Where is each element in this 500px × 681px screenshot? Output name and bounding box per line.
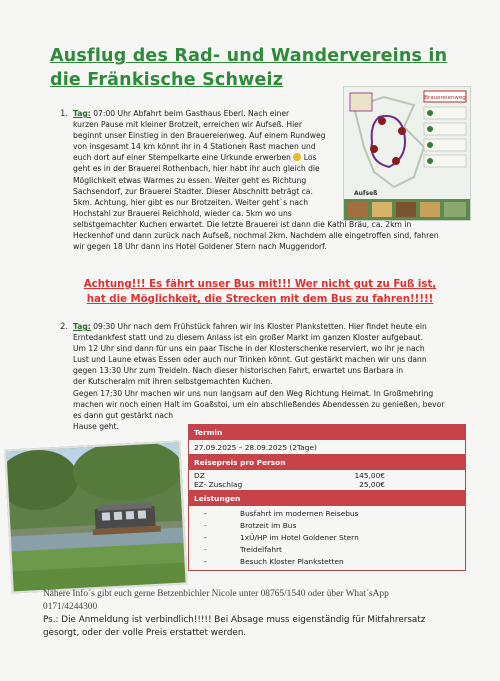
price-rows — [189, 470, 466, 491]
contact-info — [43, 588, 473, 614]
leistung-item: - Treidelfahrt — [204, 545, 282, 554]
day-1-line: wir gegen 18 Uhr dann ins Hotel Goldener Stern nach Muggendorf. — [73, 242, 327, 252]
day-1-line: Tag: 07:00 Uhr Abfahrt beim Gasthaus Eberl. Nach einer — [73, 109, 290, 118]
day-2-line: gegen 13:30 Uhr zum Treideln. Nach dieser historischen Fahrt, erwartet uns Barbara in — [73, 366, 404, 376]
map-badge: Brauereienweg — [424, 95, 466, 101]
day-2-line: Erntedankfest statt und zu diesem Anlass ist ein großer Markt im ganzen Kloster aufgebaut. — [73, 333, 424, 343]
contact-line: Nähere Info´s gibt euch gerne Betzenbichler Nicole unter 08765/1540 oder über What´sApp — [43, 589, 389, 599]
leistung-item: - Busfahrt im modernen Reisebus — [204, 509, 359, 518]
day-1-line: von insgesamt 14 km könnt ihr in 4 Stationen Rast machen und — [73, 142, 316, 152]
bus-notice-line-2: hat die Möglichkeit, die Strecken mit dem Bus zu fahren!!!!! — [86, 294, 434, 305]
title-line-1: Ausflug des Rad- und Wandervereins in — [50, 46, 448, 66]
map-caption: Aufseß — [354, 190, 378, 197]
leistungen-header-row — [189, 491, 466, 506]
leistungen-rows — [189, 506, 466, 571]
day-2-label: Tag: — [73, 322, 91, 331]
preis-header-row — [189, 455, 466, 470]
route-map-image — [343, 86, 471, 221]
day-2-line: Tag: 09:30 Uhr nach dem Frühstück fahren wir ins Kloster Plankstetten. Hier findet heute ein — [73, 322, 427, 331]
bus-notice-line-1: Achtung!!! Es fährt unser Bus mit!!! Wer nicht gut zu Fuß ist, — [83, 279, 437, 290]
day-1-section-cont — [73, 219, 493, 252]
day-1-line: kurzen Pause mit kleiner Brotzeit, erreichen wir Aufseß. Hier — [73, 120, 302, 130]
day-1-label: Tag: — [73, 109, 91, 118]
day-1-line: 5km. Achtung, hier gibt es nur Brotzeiten. Weiter geht`s nach — [73, 197, 309, 207]
day-2-line: Lust und Laune etwas Essen oder auch nur Trinken könnt. Gut gestärkt machen wir uns dann — [73, 355, 427, 365]
ps-note — [43, 614, 473, 640]
page-title — [50, 44, 470, 92]
day-2-line: Gegen 17;30 Uhr machen wir uns nun langsam auf den Weg Richtung Heimat. In Großmehring — [73, 388, 434, 398]
leistung-item: - Brotzeit im Bus — [204, 521, 297, 530]
day-1-line: Hochstahl zur Brauerei Reichhold, wieder ca. 5km wo uns — [73, 208, 292, 218]
day-1-section — [73, 108, 341, 219]
price-row-dz: DZ 145,00€ — [194, 471, 385, 480]
day-1-line: Möglichkeit etwas Warmes zu essen. Weiter geht es Richtung — [73, 175, 307, 185]
price-row-ez: EZ- Zuschlag 25,00€ — [194, 480, 385, 489]
item-2-number: 2. — [60, 322, 69, 332]
day-1-line: selbstgemachter Kuchen erwartet. Die letzte Brauerei ist dann die Kathi Bräu, ca. 2km in — [73, 220, 412, 229]
day-2-line: der Kutscheralm mit ihren selbstgemachten Kuchen. — [73, 377, 273, 387]
leistung-item: - Besuch Kloster Plankstetten — [204, 557, 344, 566]
item-1-number: 1. — [60, 109, 69, 119]
day-2-line: es dann gut gestärkt nach — [73, 410, 174, 420]
leistungen-label: Leistungen — [189, 491, 466, 506]
treidel-boat-photo — [4, 440, 187, 593]
day-1-line: geht es in der Brauerei Rothenbach, hier habt ihr auch gleich die — [73, 164, 320, 174]
ps-line-1: Ps.: Die Anmeldung ist verbindlich!!!!! Bei Absage muss eigenständig für Mitfahrersatz — [43, 615, 426, 625]
day-2-line: Um 12 Uhr sind dann für uns ein paar Tische in der Klosterschenke reserviert, wo ihr je nach — [73, 344, 425, 354]
termin-label: Termin — [189, 425, 466, 440]
termin-value: 27.09.2025 – 28.09.2025 (2Tage) — [189, 440, 466, 455]
leistung-item: - 1xÜ/HP im Hotel Goldener Stern — [204, 533, 359, 542]
bus-notice — [70, 277, 450, 307]
day-1-line: Sachsendorf, zur Brauerei Stadter. Dieser Abschnitt beträgt ca. — [73, 186, 313, 196]
contact-phone: 0171/4244300 — [43, 602, 98, 612]
termin-value-row — [189, 440, 466, 455]
preis-label: Reisepreis pro Person — [189, 455, 466, 470]
ps-line-2: gesorgt, oder der volle Preis erstattet werden. — [43, 628, 247, 638]
boat-photo-graphic — [6, 443, 185, 592]
day-1-line: euch dort auf einer Stempelkarte eine Urkunde erwerben Los — [73, 153, 317, 163]
day-2-line: machen wir noch einen Halt im Goaßstoi, um ein abschließendes Abendessen zu genießen, bevor — [73, 399, 445, 409]
title-line-2: die Fränkische Schweiz — [50, 70, 284, 90]
day-2-section — [73, 321, 493, 432]
day-1-line: Heckenhof und dann zurück nach Aufseß, nochmal 2km. Nachdem alle eingetroffen sind, fahren — [73, 231, 439, 241]
route-map-graphic — [344, 87, 470, 220]
day-1-line: beginnt unser Einstieg in den Brauereienweg. Auf einem Rundweg — [73, 131, 326, 141]
termin-header-row — [189, 425, 466, 440]
day-2-line: Hause geht. — [73, 421, 119, 431]
price-table — [188, 424, 466, 571]
